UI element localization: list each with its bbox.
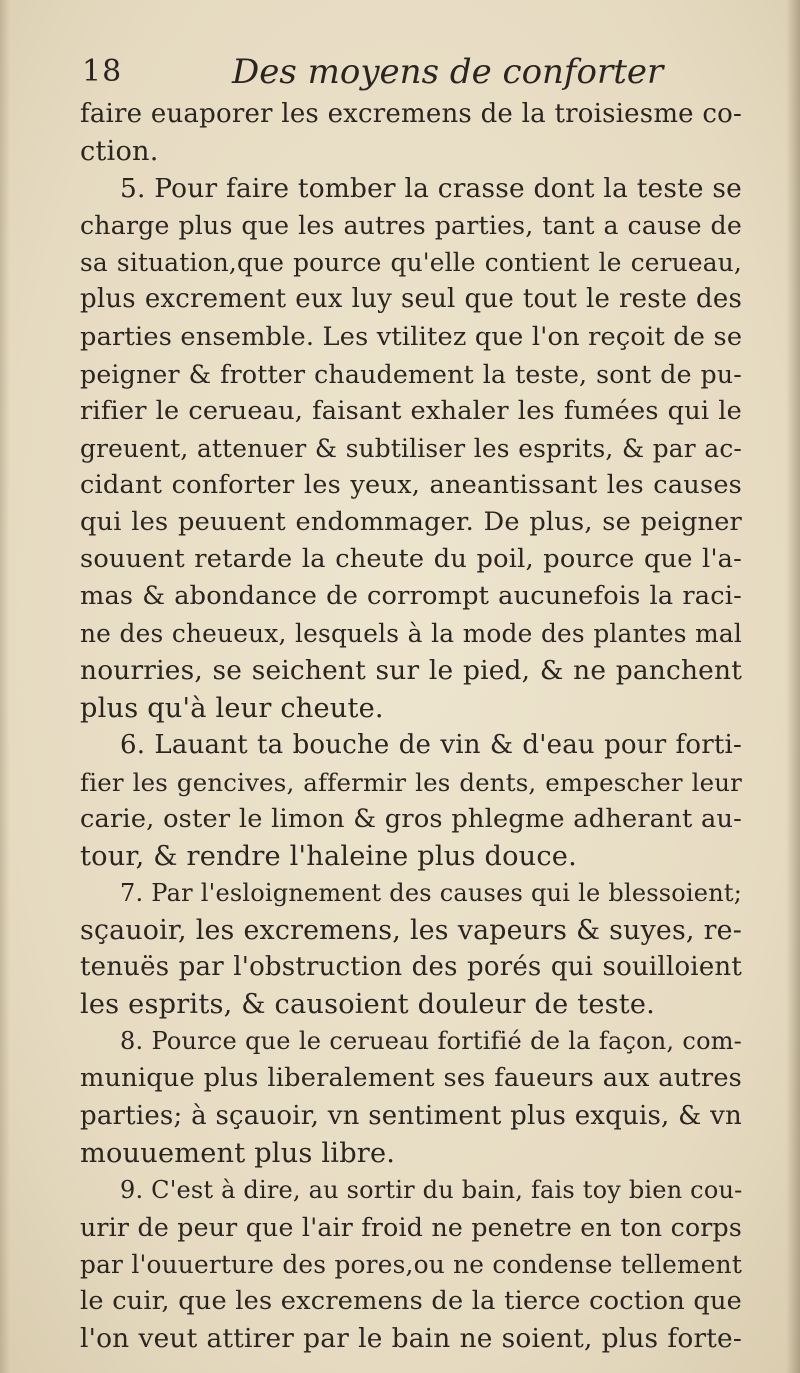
text-line-29: mouuement plus libre.: [80, 1137, 396, 1169]
text-line-26: 8. Pource que le cerueau fortifié de la façon, com-: [120, 1027, 742, 1056]
text-line-4: charge plus que les autres parties, tant a cause de: [80, 211, 742, 241]
text-line-18: 6. Lauant ta bouche de vin & d'eau pour forti-: [120, 729, 742, 760]
text-line-3: 5. Pour faire tomber la crasse dont la teste se: [120, 173, 742, 205]
text-line-28: parties; à sçauoir, vn sentiment plus exquis, & vn: [80, 1100, 742, 1131]
text-line-31: urir de peur que l'air froid ne penetre en ton corps: [80, 1212, 742, 1242]
page-header: [82, 52, 702, 100]
text-line-17: plus qu'à leur cheute.: [80, 692, 384, 724]
text-line-33: le cuir, que les excremens de la tierce coction que: [80, 1286, 742, 1316]
text-line-13: souuent retarde la cheute du poil, pource que l'a-: [80, 544, 742, 575]
text-line-9: rifier le cerueau, faisant exhaler les fumées qui le: [80, 395, 742, 426]
page-number: 18: [82, 54, 123, 89]
text-line-8: peigner & frotter chaudement la teste, sont de pu-: [80, 359, 742, 389]
text-line-16: nourries, se seichent sur le pied, & ne panchent: [80, 655, 742, 687]
text-line-23: sçauoir, les excremens, les vapeurs & suyes, re-: [80, 915, 742, 947]
page-right-edge-shadow: [786, 0, 800, 1373]
text-line-21: tour, & rendre l'haleine plus douce.: [80, 840, 577, 872]
text-line-15: ne des cheueux, lesquels à la mode des plantes mal: [80, 619, 742, 649]
text-line-7: parties ensemble. Les vtilitez que l'on reçoit de se: [80, 321, 742, 352]
text-line-2: ction.: [80, 136, 159, 168]
text-line-25: les esprits, & causoient douleur de teste.: [80, 989, 656, 1021]
text-line-27: munique plus liberalement ses faueurs aux autres: [80, 1063, 742, 1094]
text-line-6: plus excrement eux luy seul que tout le reste des: [80, 284, 742, 315]
text-line-22: 7. Par l'esloignement des causes qui le blessoient;: [120, 878, 742, 907]
text-line-30: 9. C'est à dire, au sortir du bain, fais toy bien cou-: [120, 1175, 742, 1204]
page-left-edge-shadow: [0, 0, 10, 1373]
running-title: Des moyens de conforter: [232, 52, 664, 92]
text-line-1: faire euaporer les excremens de la troisiesme co-: [80, 99, 742, 129]
text-line-11: cidant conforter les yeux, aneantissant les causes: [80, 469, 742, 500]
text-line-34: l'on veut attirer par le bain ne soient, plus forte-: [80, 1323, 742, 1355]
text-line-32: par l'ouuerture des pores,ou ne condense tellement: [80, 1249, 742, 1279]
text-line-14: mas & abondance de corrompt aucunefois la raci-: [80, 581, 742, 612]
text-line-24: tenuës par l'obstruction des porés qui souilloient: [80, 952, 742, 983]
body-text: [80, 96, 742, 1357]
text-line-12: qui les peuuent endommager. De plus, se peigner: [80, 507, 742, 538]
text-line-10: greuent, attenuer & subtiliser les esprits, & par ac-: [80, 433, 742, 463]
text-line-19: fier les gencives, affermir les dents, empescher leur: [80, 767, 742, 797]
text-line-20: carie, oster le limon & gros phlegme adherant au-: [80, 803, 742, 834]
text-line-5: sa situation,que pource qu'elle contient le cerueau,: [80, 248, 742, 278]
